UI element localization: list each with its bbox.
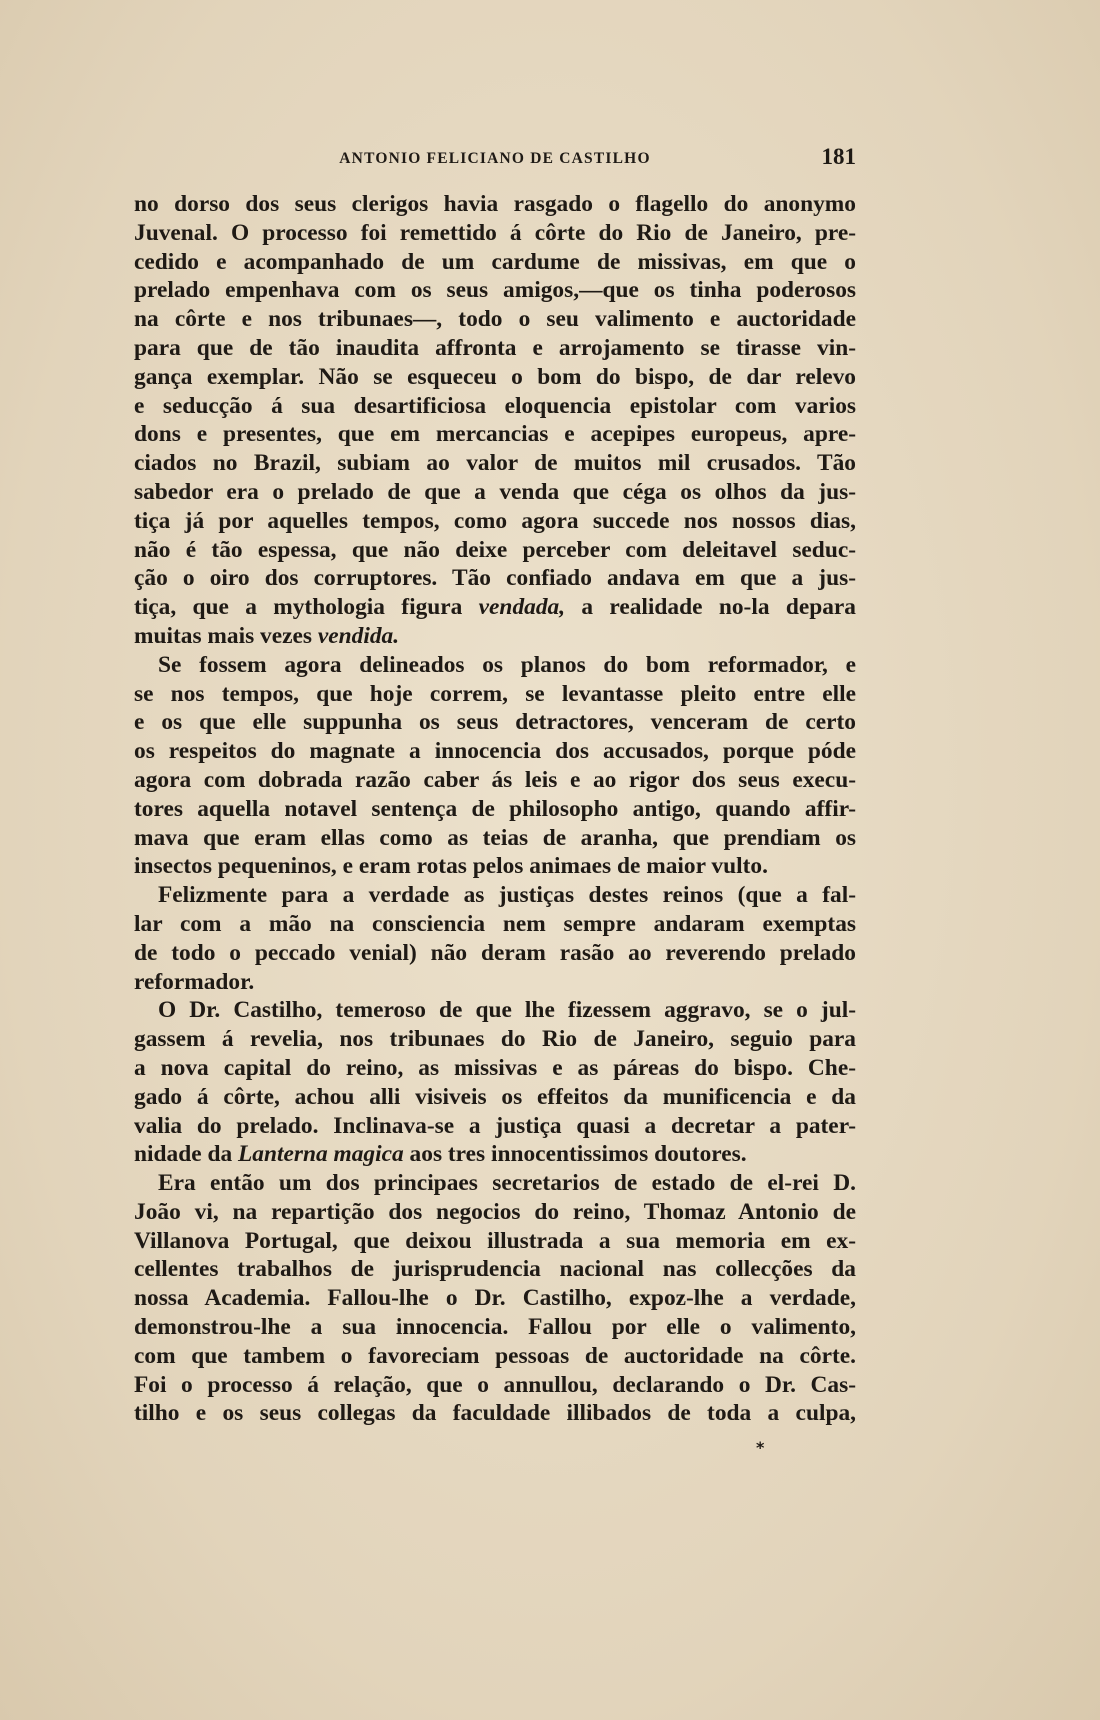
text-line: insectos pequeninos, e eram rotas pelos animaes de maior vulto. [134, 853, 768, 880]
text-line: valia do prelado. Inclinava-se a justiça quasi a decretar a pater- [134, 1112, 856, 1139]
text-line: prelado empenhava com os seus amigos,—que os tinha poderosos [134, 277, 856, 304]
text-line: reformador. [134, 968, 255, 995]
text-line: demonstrou-lhe a sua innocencia. Fallou por elle o valimento, [134, 1314, 856, 1341]
italic-title: Lanterna magica [238, 1141, 404, 1168]
text-line: sabedor era o prelado de que a venda que céga os olhos da jus- [134, 478, 856, 505]
text-line: cellentes trabalhos de jurisprudencia nacional nas collecções da [134, 1256, 856, 1283]
text-line-with-italic [134, 593, 856, 622]
page-number: 181 [821, 144, 856, 169]
text-line: os respeitos do magnate a innocencia dos accusados, porque póde [134, 738, 856, 765]
paragraph-first-line: O Dr. Castilho, temeroso de que lhe fizessem aggravo, se o jul- [158, 997, 856, 1024]
text-run: muitas mais vezes [134, 622, 318, 649]
text-line: tores aquella notavel sentença de philosopho antigo, quando affir- [134, 795, 856, 822]
body-text [134, 190, 856, 1428]
text-line: gado á côrte, achou alli visiveis os effeitos da munificencia e da [134, 1083, 856, 1110]
text-run: aos tres innocentissimos doutores. [403, 1141, 747, 1168]
paragraph-first-line: Se fossem agora delineados os planos do bom reformador, e [158, 651, 856, 678]
paragraph-first-line: Era então um dos principaes secretarios de estado de el-rei D. [158, 1170, 856, 1197]
text-line: Juvenal. O processo foi remettido á côrte do Rio de Janeiro, pre- [134, 219, 856, 246]
text-line: gança exemplar. Não se esqueceu o bom do bispo, de dar relevo [134, 363, 856, 390]
text-line: tilho e os seus collegas da faculdade illibados de toda a culpa, [134, 1400, 856, 1427]
text-line: tiça já por aquelles tempos, como agora succede nos nossos dias, [134, 507, 856, 534]
text-line: a nova capital do reino, as missivas e as páreas do bispo. Che- [134, 1054, 856, 1081]
text-line: mava que eram ellas como as teias de aranha, que prendiam os [134, 824, 856, 851]
text-line: nossa Academia. Fallou-lhe o Dr. Castilho, expoz-lhe a verdade, [134, 1285, 856, 1312]
text-run: nidade da [134, 1141, 239, 1168]
text-line: agora com dobrada razão caber ás leis e ao rigor dos seus execu- [134, 766, 856, 793]
text-line: com que tambem o favoreciam pessoas de auctoridade na côrte. [134, 1342, 856, 1369]
text-line: ciados no Brazil, subiam ao valor de muitos mil crusados. Tão [134, 450, 856, 477]
text-line: para que de tão inaudita affronta e arrojamento se tirasse vin- [134, 334, 856, 361]
text-line-with-italic [134, 622, 856, 651]
text-line: Foi o processo á relação, que o annullou, declarando o Dr. Cas- [134, 1371, 856, 1398]
text-line: dons e presentes, que em mercancias e acepipes europeus, apre- [134, 421, 856, 448]
running-title: ANTONIO FELICIANO DE CASTILHO [339, 150, 651, 167]
text-line: no dorso dos seus clerigos havia rasgado o flagello do anonymo [134, 191, 856, 217]
text-run: a realidade no-la depara [565, 594, 856, 621]
text-line: cedido e acompanhado de um cardume de missivas, em que o [134, 248, 856, 275]
paragraph-first-line: Felizmente para a verdade as justiças destes reinos (que a fal- [158, 882, 856, 909]
text-line: não é tão espessa, que não deixe perceber com deleitavel seduc- [134, 536, 856, 563]
text-line: João vi, na repartição dos negocios do reino, Thomaz Antonio de [134, 1198, 856, 1225]
text-line: Villanova Portugal, que deixou illustrada a sua memoria em ex- [134, 1227, 856, 1254]
text-line: se nos tempos, que hoje correm, se levantasse pleito entre elle [134, 680, 856, 707]
page-header [134, 146, 856, 178]
text-line: ção o oiro dos corruptores. Tão confiado andava em que a jus- [134, 565, 856, 592]
text-line: de todo o peccado venial) não deram rasão ao reverendo prelado [134, 939, 856, 966]
text-line: e seducção á sua desartificiosa eloquencia epistolar com varios [134, 392, 856, 419]
text-line: na côrte e nos tribunaes—, todo o seu valimento e auctoridade [134, 306, 856, 333]
signature-mark: * [756, 1438, 765, 1457]
text-line: e os que elle suppunha os seus detractores, venceram de certo [134, 709, 856, 736]
text-line-with-italic [134, 1140, 856, 1169]
text-line: gassem á revelia, nos tribunaes do Rio de Janeiro, seguio para [134, 1026, 856, 1053]
text-run: tiça, que a mythologia figura [134, 594, 479, 621]
text-line: lar com a mão na consciencia nem sempre andaram exemptas [134, 910, 856, 937]
italic-word: vendada, [478, 594, 566, 621]
italic-word: vendida. [317, 622, 400, 649]
